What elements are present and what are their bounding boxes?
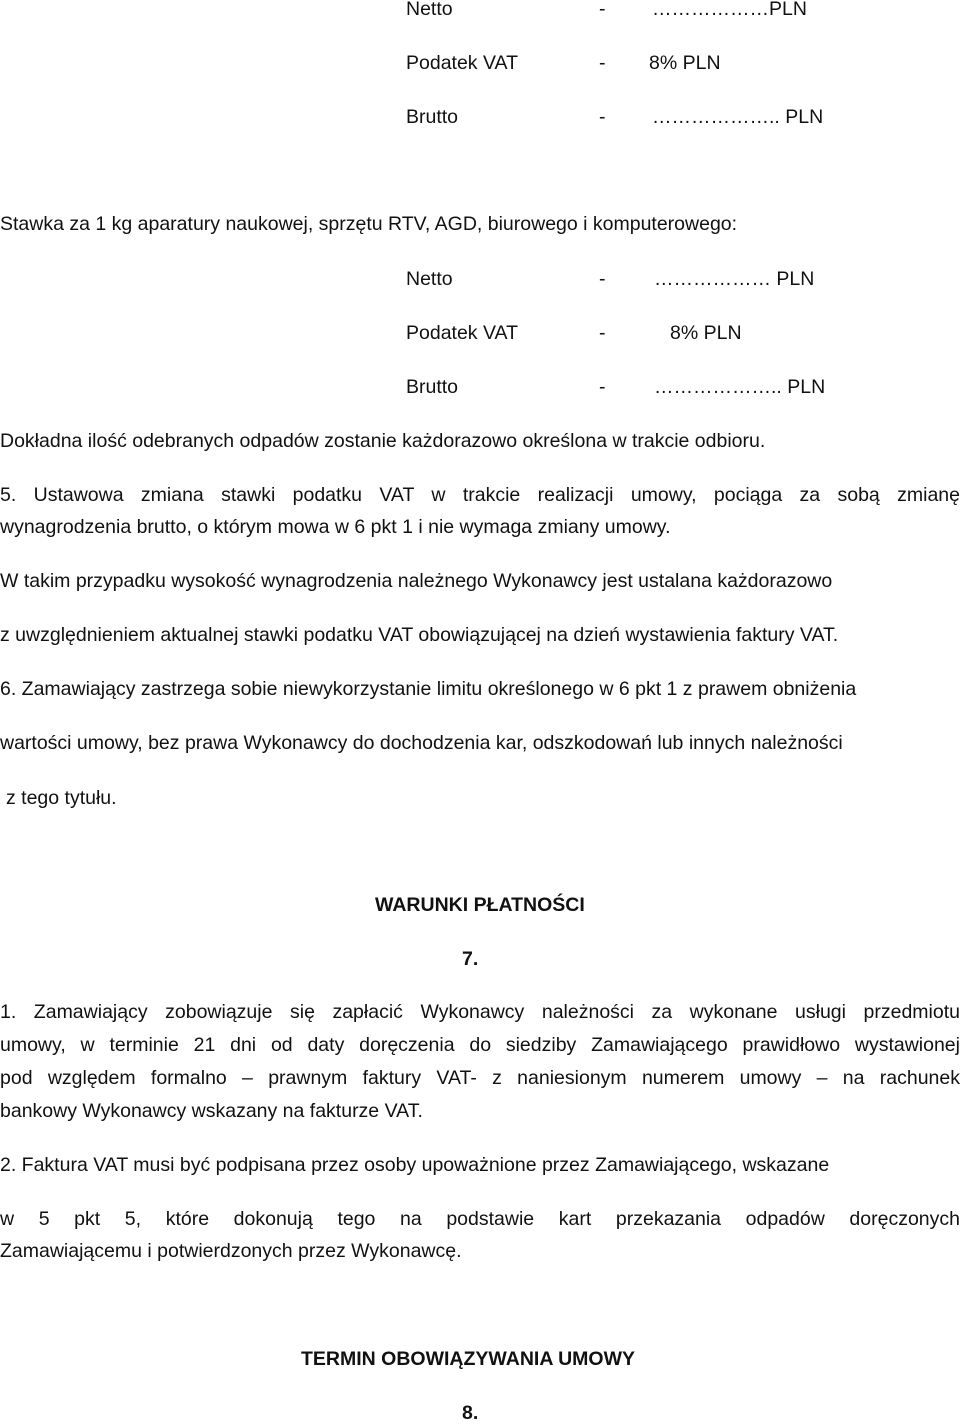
brutto-label-2: Brutto bbox=[406, 376, 459, 398]
p6-line-3: z tego tytułu. bbox=[6, 787, 117, 809]
netto-value-2: ……………… PLN bbox=[654, 268, 815, 290]
vat-label-2: Podatek VAT bbox=[406, 322, 519, 344]
wtakim-line-2: z uwzględnieniem aktualnej stawki podatku VAT obowiązującej na dzień wystawienia faktury VAT. bbox=[0, 624, 839, 646]
payment-p2-line-1: 2. Faktura VAT musi być podpisana przez osoby upoważnione przez Zamawiającego, wskazane bbox=[0, 1154, 830, 1176]
vat-label-1: Podatek VAT bbox=[406, 52, 519, 74]
brutto-value-2: ……………….. PLN bbox=[654, 376, 826, 398]
term-section-number: 8. bbox=[462, 1402, 479, 1424]
payment-p1-line-3: pod względem formalno – prawnym faktury VAT- z naniesionym numerem umowy – na rachunek bbox=[0, 1067, 960, 1089]
p6-line-2: wartości umowy, bez prawa Wykonawcy do dochodzenia kar, odszkodowań lub innych należności bbox=[0, 732, 843, 754]
dokladna-line: Dokładna ilość odebranych odpadów zostanie każdorazowo określona w trakcie odbioru. bbox=[0, 430, 766, 452]
brutto-dash-1: - bbox=[599, 106, 606, 128]
payment-p2-line-3: Zamawiającemu i potwierdzonych przez Wykonawcę. bbox=[0, 1240, 462, 1262]
brutto-dash-2: - bbox=[599, 376, 606, 398]
term-heading: TERMIN OBOWIĄZYWANIA UMOWY bbox=[301, 1348, 635, 1370]
vat-value-1: 8% PLN bbox=[649, 52, 721, 74]
payment-p1-line-1: 1. Zamawiający zobowiązuje się zapłacić Wykonawcy należności za wykonane usługi przedmiotu bbox=[0, 1001, 960, 1023]
p6-line-1: 6. Zamawiający zastrzega sobie niewykorzystanie limitu określonego w 6 pkt 1 z prawem obniżenia bbox=[0, 678, 857, 700]
payment-p1-line-4: bankowy Wykonawcy wskazany na fakturze VAT. bbox=[0, 1100, 423, 1122]
brutto-value-1: ……………….. PLN bbox=[652, 106, 824, 128]
p5-line-1: 5. Ustawowa zmiana stawki podatku VAT w trakcie realizacji umowy, pociąga za sobą zmianę bbox=[0, 484, 960, 506]
vat-value-2: 8% PLN bbox=[670, 322, 742, 344]
vat-dash-1: - bbox=[599, 52, 606, 74]
netto-label-2: Netto bbox=[406, 268, 453, 290]
payment-p2-line-2: w 5 pkt 5, które dokonują tego na podstawie kart przekazania odpadów doręczonych bbox=[0, 1208, 960, 1230]
vat-dash-2: - bbox=[599, 322, 606, 344]
payment-p1-line-2: umowy, w terminie 21 dni od daty doręczenia do siedziby Zamawiającego prawidłowo wystawionej bbox=[0, 1034, 960, 1056]
payment-section-number: 7. bbox=[462, 948, 479, 970]
payment-heading: WARUNKI PŁATNOŚCI bbox=[375, 894, 585, 916]
netto-value-1: ………………PLN bbox=[652, 0, 807, 20]
wtakim-line-1: W takim przypadku wysokość wynagrodzenia należnego Wykonawcy jest ustalana każdorazowo bbox=[0, 570, 833, 592]
stawka-line: Stawka za 1 kg aparatury naukowej, sprzętu RTV, AGD, biurowego i komputerowego: bbox=[0, 213, 738, 235]
netto-dash-1: - bbox=[599, 0, 606, 20]
brutto-label-1: Brutto bbox=[406, 106, 459, 128]
netto-label-1: Netto bbox=[406, 0, 453, 20]
netto-dash-2: - bbox=[599, 268, 606, 290]
p5-line-2: wynagrodzenia brutto, o którym mowa w 6 pkt 1 i nie wymaga zmiany umowy. bbox=[0, 516, 671, 538]
